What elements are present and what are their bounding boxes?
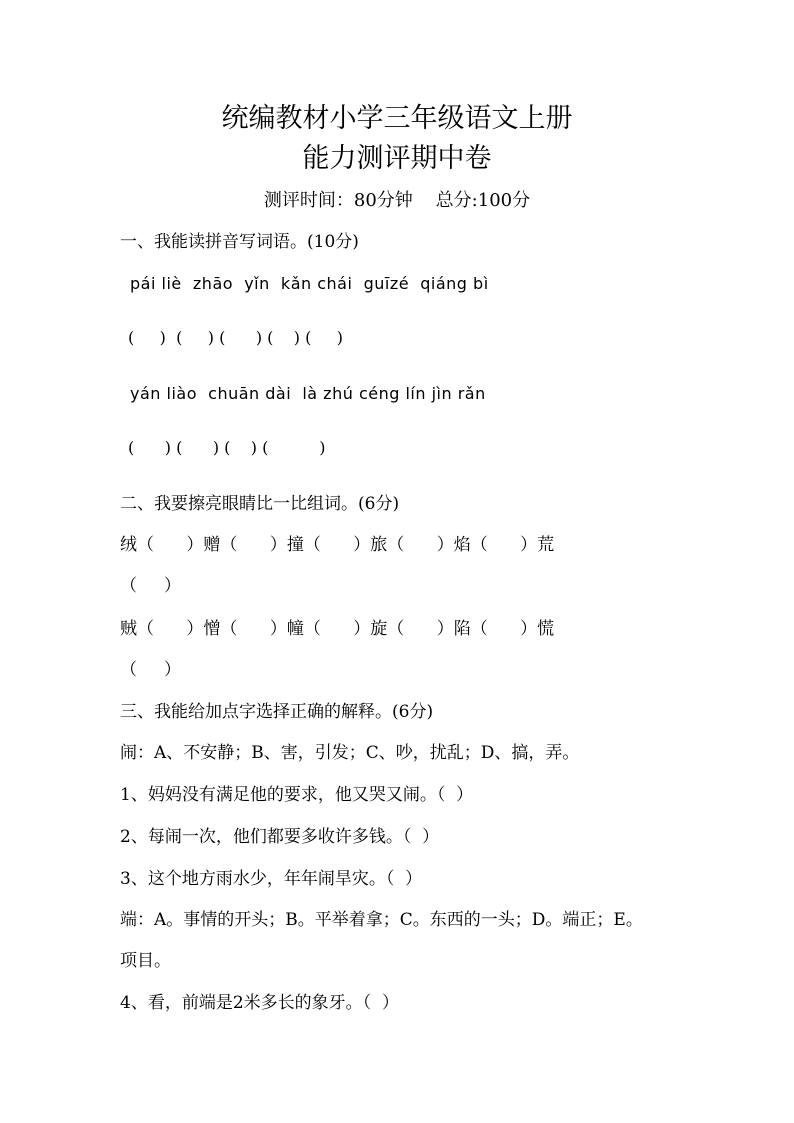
question-4: 4、看，前端是2米多长的象牙。（ ） — [120, 993, 399, 1013]
word-group-row-1-wrap: （ ） — [120, 576, 182, 596]
section3-heading: 三、我能给加点字选择正确的解释。(6分) — [120, 702, 434, 722]
definition-duan-wrap: 项目。 — [120, 951, 171, 971]
exam-meta: 测评时间：80分钟 总分:100分 — [263, 190, 531, 211]
definition-duan: 端：A。事情的开头；B。平举着拿；C。东西的一头；D。端正；E。 — [120, 910, 643, 930]
word-group-row-2-wrap: （ ） — [120, 660, 182, 680]
pinyin-row-2: yán liào chuān dài là zhú céng lín jìn rǎn — [130, 384, 486, 403]
section1-heading: 一、我能读拼音写词语。(10分) — [120, 232, 359, 252]
page-title-line2: 能力测评期中卷 — [302, 143, 492, 174]
answer-blanks-row-2: ( ) ( ) ( ) ( ) — [128, 438, 326, 457]
answer-blanks-row-1: ( ) ( ) ( ) ( ) ( ) — [128, 328, 343, 347]
question-1: 1、妈妈没有满足他的要求，他又哭又闹。（ ） — [120, 785, 474, 805]
question-3: 3、这个地方雨水少，年年闹旱灾。（ ） — [120, 869, 423, 889]
word-group-row-2: 贼（ ）憎（ ）幢（ ）旋（ ）陷（ ）慌 — [120, 619, 555, 639]
question-2: 2、每闹一次，他们都要多收许多钱。（ ） — [120, 827, 440, 847]
section2-heading: 二、我要擦亮眼睛比一比组词。(6分) — [120, 494, 400, 514]
word-group-row-1: 绒（ ）赠（ ）撞（ ）旅（ ）焰（ ）荒 — [120, 535, 555, 555]
page-title-line1: 统编教材小学三年级语文上册 — [221, 103, 573, 134]
definition-nao: 闹：A、不安静；B、害，引发；C、吵，扰乱；D、搞，弄。 — [120, 743, 580, 763]
pinyin-row-1: pái liè zhāo yǐn kǎn chái guīzé qiáng bì — [130, 274, 489, 293]
